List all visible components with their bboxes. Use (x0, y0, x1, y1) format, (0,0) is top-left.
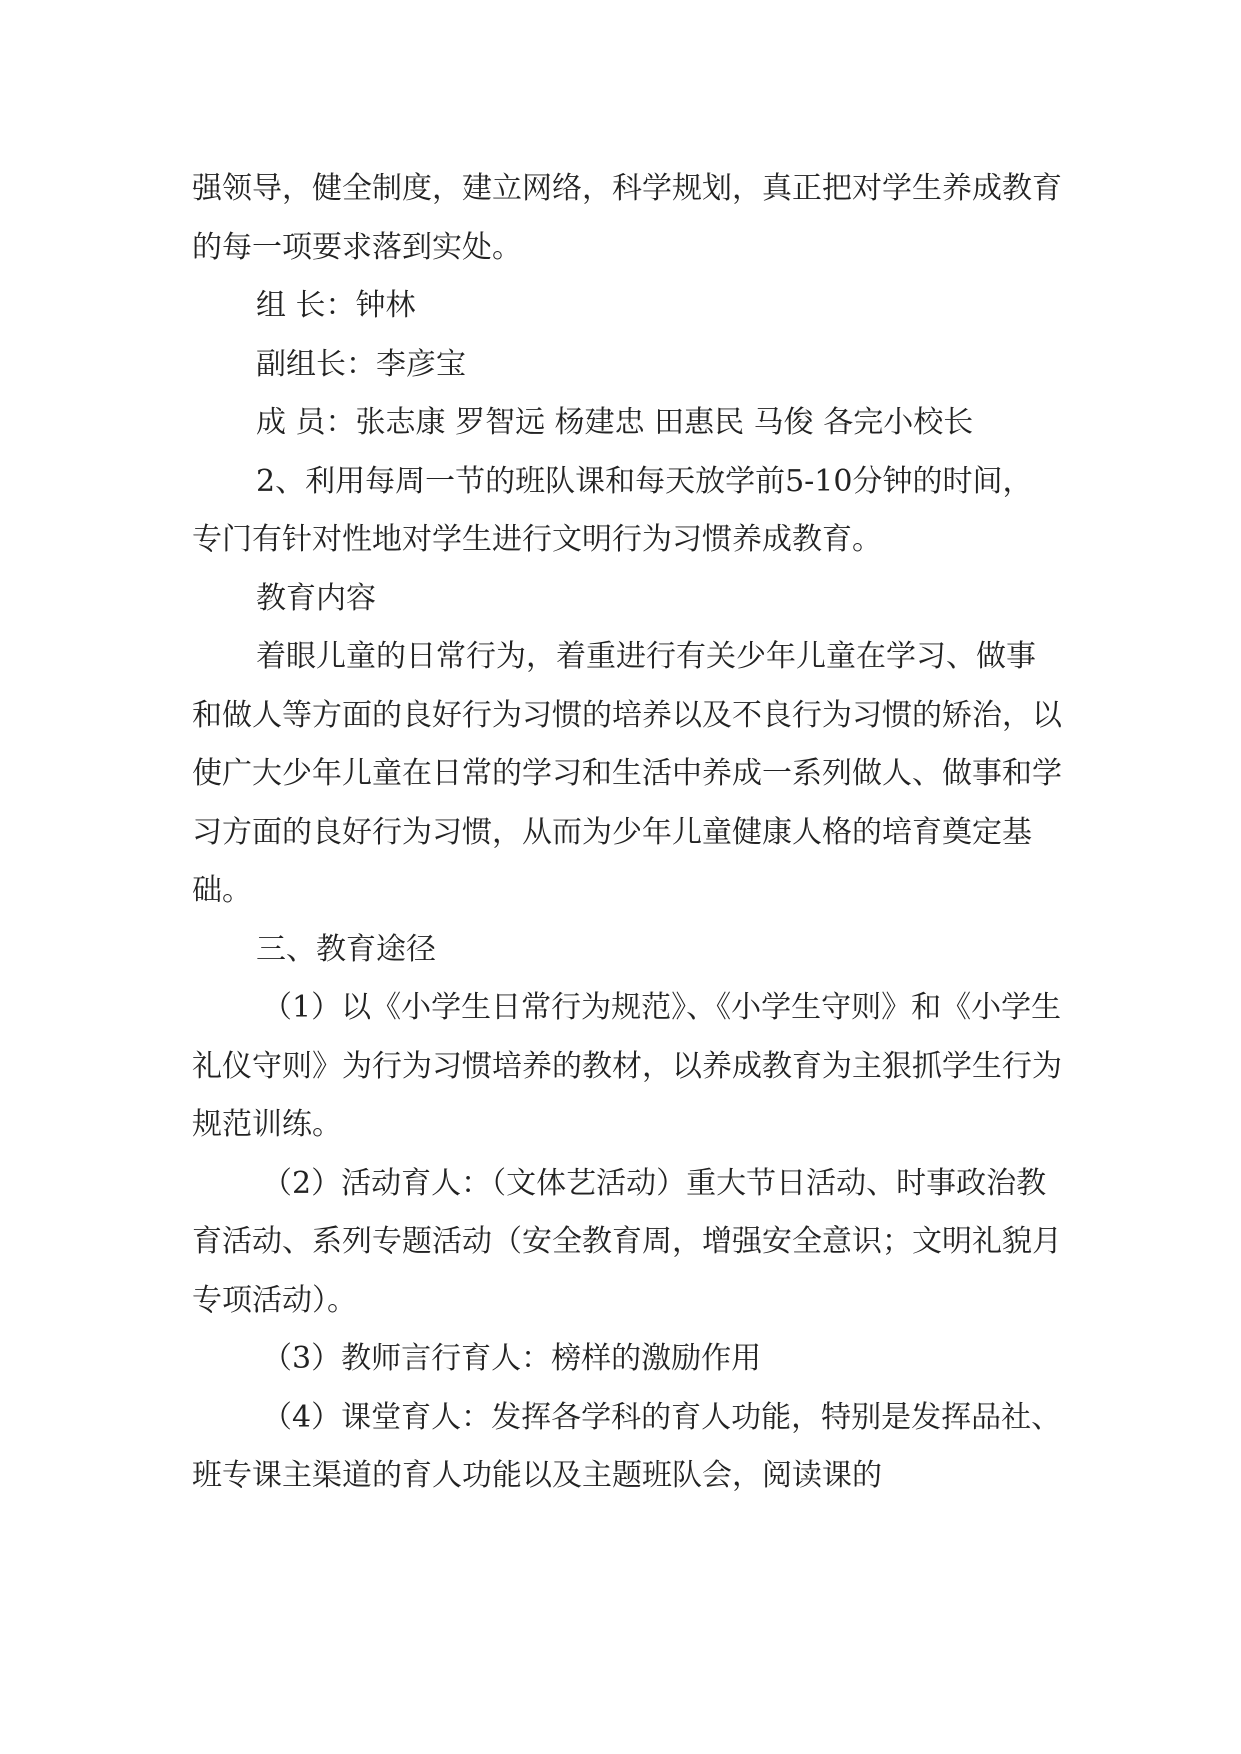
paragraph-leadership: 强领导，健全制度，建立网络，科学规划，真正把对学生养成教育的每一项要求落到实处。 (192, 171, 1062, 265)
paragraph-approach-4: （4）课堂育人：发挥各学科的育人功能，特别是发挥品社、班专课主渠道的育人功能以及主题班队会，阅读课的 (192, 1399, 1062, 1493)
paragraph-deputy-leader: 副组长：李彦宝 (256, 346, 466, 382)
document-body (192, 160, 1062, 1506)
paragraph-approach-3: （3）教师言行育人：榜样的激励作用 (262, 1341, 762, 1376)
paragraph-approach-1: （1）以《小学生日常行为规范》、《小学生守则》和《小学生礼仪守则》为行为习惯培养的教材，以养成教育为主狠抓学生行为规范训练。 (192, 990, 1062, 1142)
paragraph-group-leader: 组 长：钟林 (256, 288, 416, 323)
paragraph-approach-2: （2）活动育人：（文体艺活动）重大节日活动、时事政治教育活动、系列专题活动（安全教育周，增强安全意识；文明礼貌月专项活动）。 (192, 1165, 1062, 1318)
paragraph-heading-content: 教育内容 (256, 580, 376, 616)
paragraph-members: 成 员：张志康 罗智远 杨建忠 田惠民 马俊 各完小校长 (256, 405, 974, 440)
paragraph-content-description: 着眼儿童的日常行为，着重进行有关少年儿童在学习、做事和做人等方面的良好行为习惯的培养以及不良行为习惯的矫治，以使广大少年儿童在日常的学习和生活中养成一系列做人、做事和学习方面的良好行为习惯，从而为少年儿童健康人格的培育奠定基础。 (192, 639, 1062, 908)
paragraph-heading-approach: 三、教育途径 (256, 931, 436, 967)
paragraph-class-time: 2、利用每周一节的班队课和每天放学前5-10分钟的时间，专门有针对性地对学生进行文明行为习惯养成教育。 (192, 463, 1033, 557)
